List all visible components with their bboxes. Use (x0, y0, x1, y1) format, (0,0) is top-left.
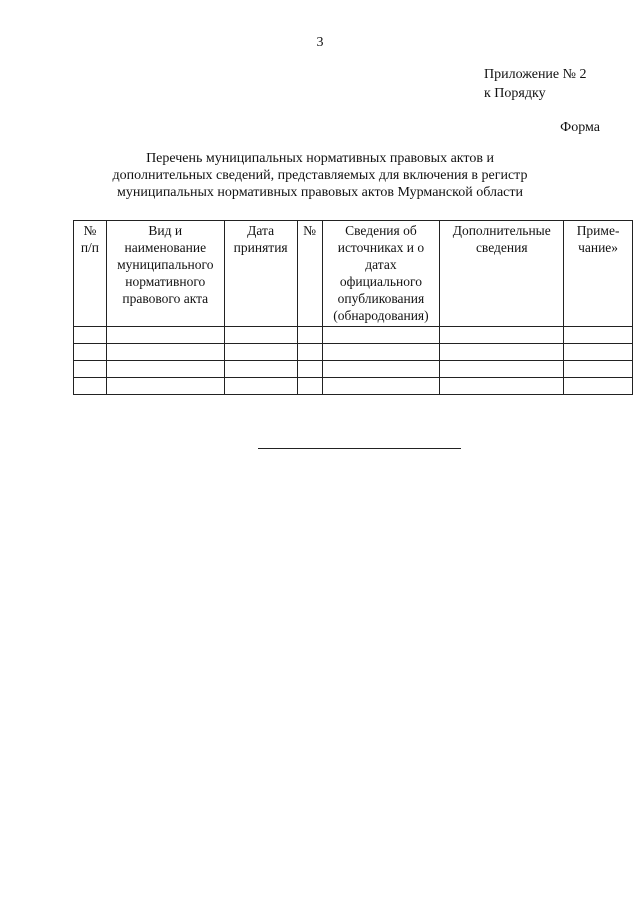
header-publication-info: Сведения об источниках и о датах официального опубликования (обнародования) (322, 221, 440, 327)
page-number: 3 (316, 35, 324, 50)
table-cell (224, 361, 297, 378)
table-cell (74, 344, 107, 361)
table-cell (106, 378, 224, 395)
table-cell (224, 327, 297, 344)
table-cell (322, 361, 440, 378)
table-cell (106, 361, 224, 378)
table-cell (322, 344, 440, 361)
table-cell (440, 344, 564, 361)
appendix-reference (484, 65, 587, 103)
table-cell (440, 361, 564, 378)
header-act-type-name: Вид и наименование муниципального нормативного правового акта (106, 221, 224, 327)
table-cell (564, 344, 633, 361)
header-act-number: № (297, 221, 322, 327)
table-cell (224, 378, 297, 395)
table-header-row (74, 221, 633, 327)
table-cell (322, 327, 440, 344)
table-cell (106, 327, 224, 344)
table-cell (564, 361, 633, 378)
title-line-2: дополнительных сведений, представляемых для включения в регистр (112, 168, 528, 183)
table-cell (564, 327, 633, 344)
table-cell (74, 378, 107, 395)
header-number: № п/п (74, 221, 107, 327)
table-cell (297, 327, 322, 344)
title-line-1: Перечень муниципальных нормативных правовых актов и (146, 151, 494, 166)
table-row (74, 344, 633, 361)
table-cell (297, 378, 322, 395)
appendix-line-2: к Порядку (484, 86, 546, 101)
table-cell (297, 361, 322, 378)
table-cell (297, 344, 322, 361)
header-note: Приме- чание» (564, 221, 633, 327)
table-cell (322, 378, 440, 395)
table-cell (106, 344, 224, 361)
table-row (74, 327, 633, 344)
title-line-3: муниципальных нормативных правовых актов Мурманской области (116, 185, 523, 200)
appendix-line-1: Приложение № 2 (484, 67, 587, 82)
form-label: Форма (560, 120, 600, 135)
table-row (74, 361, 633, 378)
table-cell (74, 361, 107, 378)
table-cell (224, 344, 297, 361)
register-table (73, 220, 633, 395)
closing-divider-line (258, 448, 461, 449)
header-adoption-date: Дата принятия (224, 221, 297, 327)
table-cell (440, 378, 564, 395)
document-title (90, 150, 550, 201)
table-cell (74, 327, 107, 344)
table-cell (564, 378, 633, 395)
table-row (74, 378, 633, 395)
header-additional-info: Дополнительные сведения (440, 221, 564, 327)
table-cell (440, 327, 564, 344)
